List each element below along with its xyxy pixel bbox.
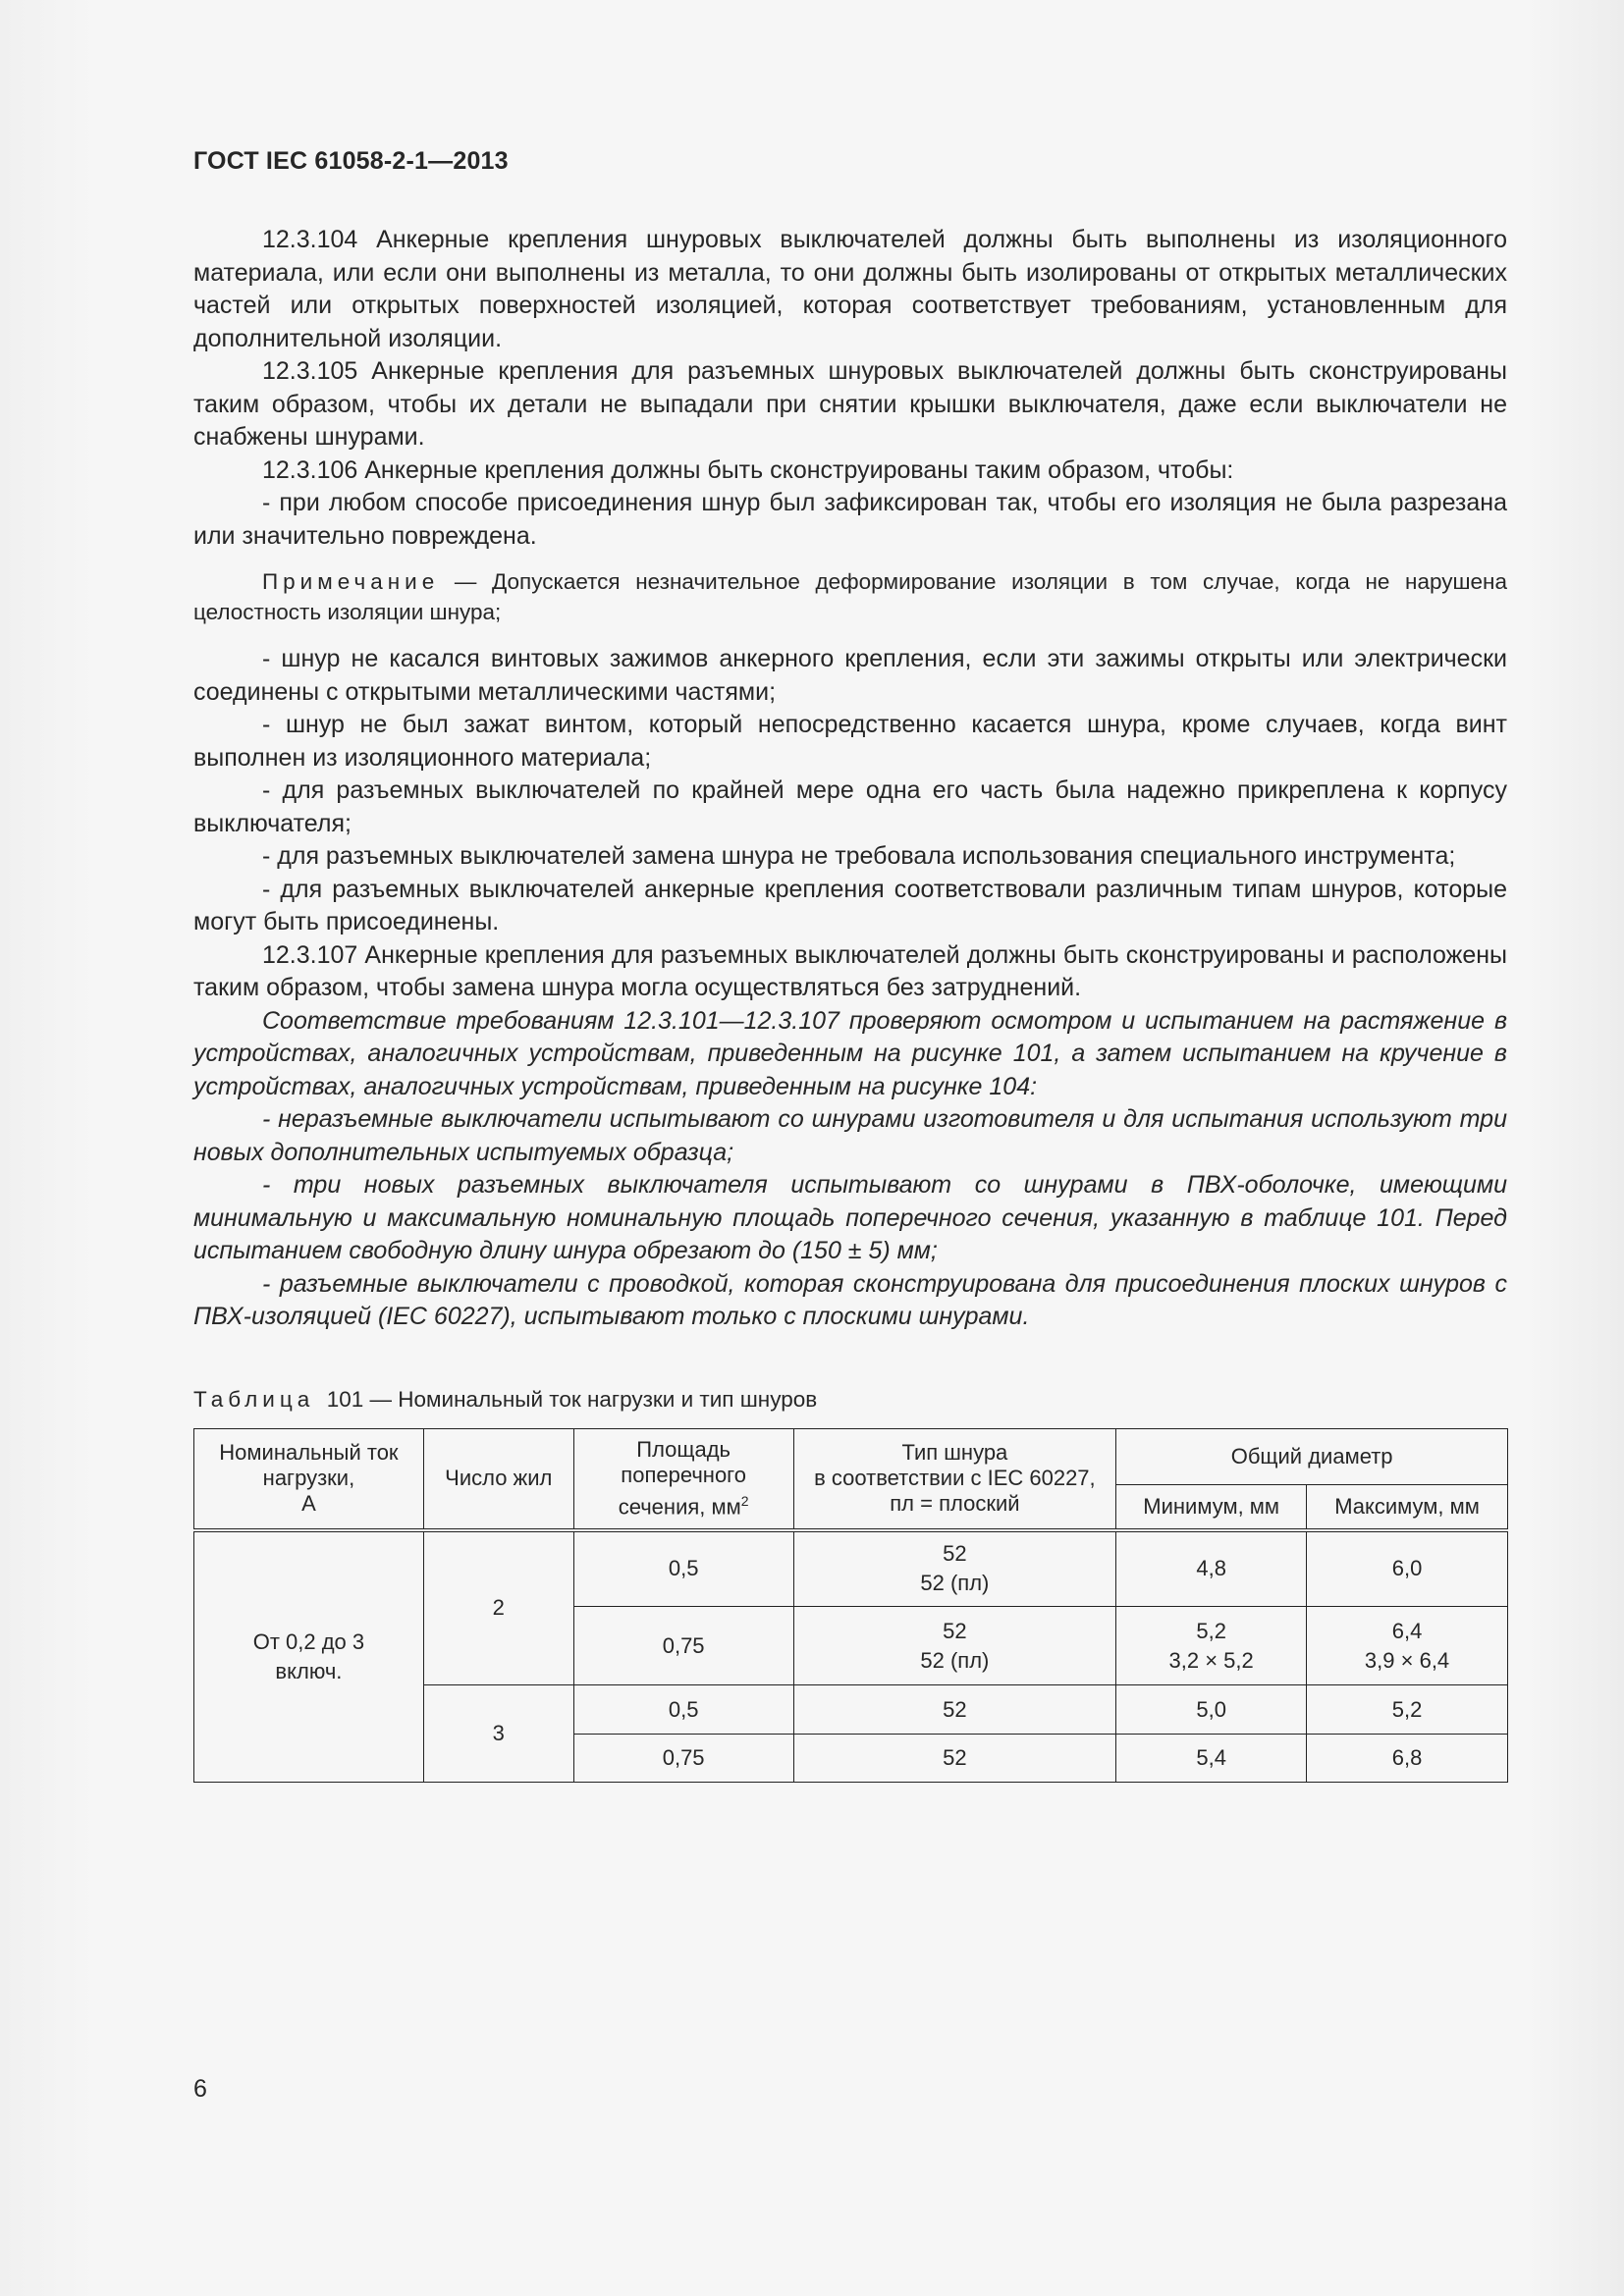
header-cord-type: Тип шнура в соответствии с IEC 60227, пл = плоский (793, 1429, 1116, 1530)
cell-min: 5,0 (1116, 1685, 1307, 1735)
cell-area: 0,5 (573, 1685, 793, 1735)
list-item: - три новых разъемных выключателя испытывают со шнурами в ПВХ-оболочке, имеющими минимальную и максимальную номинальную площадь поперечного сечения, указанную в таблице 101. Перед испытанием свободную длину шнура обрезают до (150 ± 5) мм; (193, 1171, 1507, 1264)
page-number: 6 (193, 2075, 207, 2103)
clause-12-3-106: 12.3.106 Анкерные крепления должны быть сконструированы таким образом, чтобы: (262, 455, 1234, 484)
cell-cord-type: 52 52 (пл) (793, 1530, 1116, 1607)
table-caption-label: Таблица (193, 1387, 315, 1412)
note-label: Примечание (262, 569, 440, 594)
cell-min: 4,8 (1116, 1530, 1307, 1607)
note (193, 566, 1507, 627)
header-min: Минимум, мм (1116, 1485, 1307, 1530)
cell-area: 0,75 (573, 1607, 793, 1685)
table-row (194, 1530, 1508, 1607)
note-text: — Допускается незначительное деформирование изоляции в том случае, когда не нарушена целостность изоляции шнура; (193, 569, 1507, 624)
list-item: - разъемные выключатели с проводкой, которая сконструирована для присоединения плоских шнуров с ПВХ-изоляцией (IEC 60227), испытывают только с плоскими шнурами. (193, 1269, 1507, 1330)
cell-max: 5,2 (1307, 1685, 1508, 1735)
cell-max: 6,8 (1307, 1735, 1508, 1783)
cell-cord-type: 52 (793, 1685, 1116, 1735)
header-max: Максимум, мм (1307, 1485, 1508, 1530)
list-item: - для разъемных выключателей по крайней мере одна его часть была надежно прикреплена к корпусу выключателя; (193, 776, 1507, 837)
table-caption-text: 101 — Номинальный ток нагрузки и тип шнуров (326, 1387, 818, 1412)
cell-cores: 3 (423, 1685, 573, 1783)
document-body (193, 224, 1507, 1334)
cell-current: От 0,2 до 3 включ. (194, 1530, 424, 1783)
table-caption (193, 1387, 817, 1413)
cell-area: 0,5 (573, 1530, 793, 1607)
cell-min: 5,2 3,2 × 5,2 (1116, 1607, 1307, 1685)
list-item: - для разъемных выключателей замена шнура не требовала использования специального инструмента; (262, 842, 1456, 870)
list-item: - для разъемных выключателей анкерные крепления соответствовали различным типам шнуров, которые могут быть присоединены. (193, 875, 1507, 935)
cell-max: 6,0 (1307, 1530, 1508, 1607)
list-item: - неразъемные выключатели испытывают со шнурами изготовителя и для испытания используют три новых дополнительных испытуемых образца; (193, 1105, 1507, 1166)
cell-area: 0,75 (573, 1735, 793, 1783)
cell-cores: 2 (423, 1530, 573, 1685)
list-item: - при любом способе присоединения шнур был зафиксирован так, чтобы его изоляция не была разрезана или значительно повреждена. (193, 489, 1507, 550)
header-area: Площадь поперечного сечения, $мм^2$ (573, 1429, 793, 1530)
cell-cord-type: 52 52 (пл) (793, 1607, 1116, 1685)
cord-table (193, 1428, 1508, 1783)
list-item: - шнур не касался винтовых зажимов анкерного крепления, если эти зажимы открыты или электрически соединены с открытыми металлическими частями; (193, 645, 1507, 706)
header-cores: Число жил (423, 1429, 573, 1530)
list-item: - шнур не был зажат винтом, который непосредственно касается шнура, кроме случаев, когда винт выполнен из изоляционного материала; (193, 711, 1507, 772)
clause-12-3-104: 12.3.104 Анкерные крепления шнуровых выключателей должны быть выполнены из изоляционного материала, или если они выполнены из металла, то они должны быть изолированы от открытых металлических частей или открытых поверхностей изоляцией, которая соответствует требованиям, установленным для дополнительной изоляции. (193, 226, 1507, 352)
clause-12-3-105: 12.3.105 Анкерные крепления для разъемных шнуровых выключателей должны быть сконструированы таким образом, чтобы их детали не выпадали при снятии крышки выключателя, даже если выключатели не снабжены шнурами. (193, 357, 1507, 451)
compliance-check: Соответствие требованиям 12.3.101—12.3.107 проверяют осмотром и испытанием на растяжение в устройствах, аналогичных устройствам, приведенным на рисунке 101, а затем испытанием на кручение в устройствах, аналогичных устройствам, приведенным на рисунке 104: (193, 1006, 1507, 1100)
cell-cord-type: 52 (793, 1735, 1116, 1783)
clause-12-3-107: 12.3.107 Анкерные крепления для разъемных выключателей должны быть сконструированы и расположены таким образом, чтобы замена шнура могла осуществляться без затруднений. (193, 940, 1507, 1001)
cell-min: 5,4 (1116, 1735, 1307, 1783)
header-current: Номинальный ток нагрузки, А (194, 1429, 424, 1530)
page-header: ГОСТ IEC 61058-2-1—2013 (193, 147, 509, 175)
header-diameter: Общий диаметр (1116, 1429, 1508, 1485)
cell-max: 6,4 3,9 × 6,4 (1307, 1607, 1508, 1685)
